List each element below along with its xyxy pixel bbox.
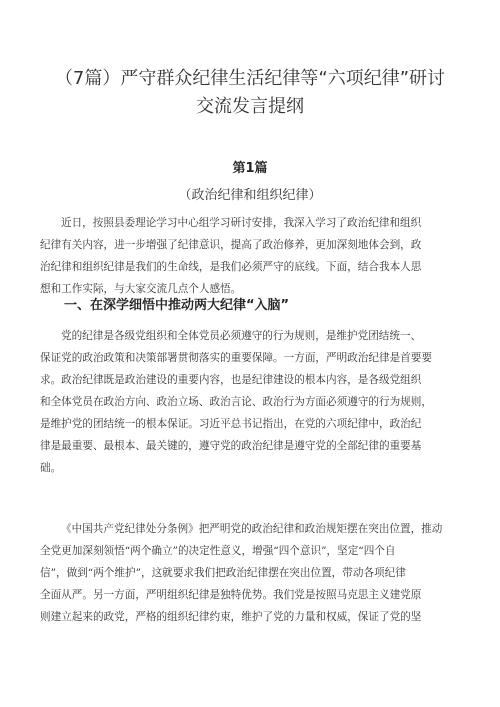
body-paragraph-3 bbox=[40, 518, 468, 628]
body-line: 础。 bbox=[40, 462, 62, 474]
section-heading-1: 一、在深学细悟中推动两大纪律“入脑” bbox=[64, 298, 290, 313]
intro-line: 治纪律和组织纪律是我们的生命线，是我们必须严守的底线。下面，结合我本人思 bbox=[40, 261, 422, 273]
intro-line: 纪律有关内容，进一步增强了纪律意识，提高了政治修养，更加深刻地体会到，政 bbox=[40, 239, 422, 251]
body-paragraph-2 bbox=[40, 325, 468, 479]
document-title-line1: （7篇）严守群众纪律生活纪律等“六项纪律”研讨 bbox=[54, 68, 446, 89]
intro-paragraph bbox=[40, 212, 468, 300]
body-line: 求。政治纪律既是政治建设的重要内容，也是纪律建设的根本内容，是各级党组织 bbox=[40, 374, 422, 386]
body-line: 党的纪律是各级党组织和全体党员必须遵守的行为规则，是维护党团结统一、 bbox=[61, 330, 422, 342]
body-line: 《中国共产党纪律处分条例》把严明党的政治纪律和政治规矩摆在突出位置，推动 bbox=[61, 523, 443, 535]
document-title-line2: 交流发言提纲 bbox=[196, 96, 304, 117]
body-line: 信”，做到“两个维护”，这就要求我们把政治纪律摆在突出位置，带动各项纪律 bbox=[40, 567, 406, 579]
body-line: 则建立起来的政党，严格的组织纪律约束，维护了党的力量和权威，保证了党的坚 bbox=[40, 611, 422, 623]
body-line: 和全体党员在政治方向、政治立场、政治言论、政治行为方面必须遵守的行为规则， bbox=[40, 396, 432, 408]
body-line: 律是最重要、最根本、最关键的，遵守党的政治纪律是遵守党的全部纪律的重要基 bbox=[40, 440, 422, 452]
body-line: 全面从严。另一方面，严明组织纪律是独特优势。我们党是按照马克思主义建党原 bbox=[40, 589, 422, 601]
body-line: 是维护党的团结统一的根本保证。习近平总书记指出，在党的六项纪律中，政治纪 bbox=[40, 418, 422, 430]
body-line: 全党更加深刻领悟“两个确立”的决定性意义，增强“四个意识”，坚定“四个自 bbox=[40, 545, 396, 557]
intro-line: 近日，按照县委理论学习中心组学习研讨安排，我深入学习了政治纪律和组织 bbox=[61, 217, 422, 229]
chapter-heading: 第1篇 bbox=[232, 161, 268, 176]
body-line: 保证党的政治政策和决策部署贯彻落实的重要保障。一方面，严明政治纪律是首要要 bbox=[40, 352, 432, 364]
intro-line: 想和工作实际，与大家交流几点个人感悟。 bbox=[40, 283, 242, 295]
chapter-subtitle: （政治纪律和组织纪律） bbox=[178, 188, 322, 203]
